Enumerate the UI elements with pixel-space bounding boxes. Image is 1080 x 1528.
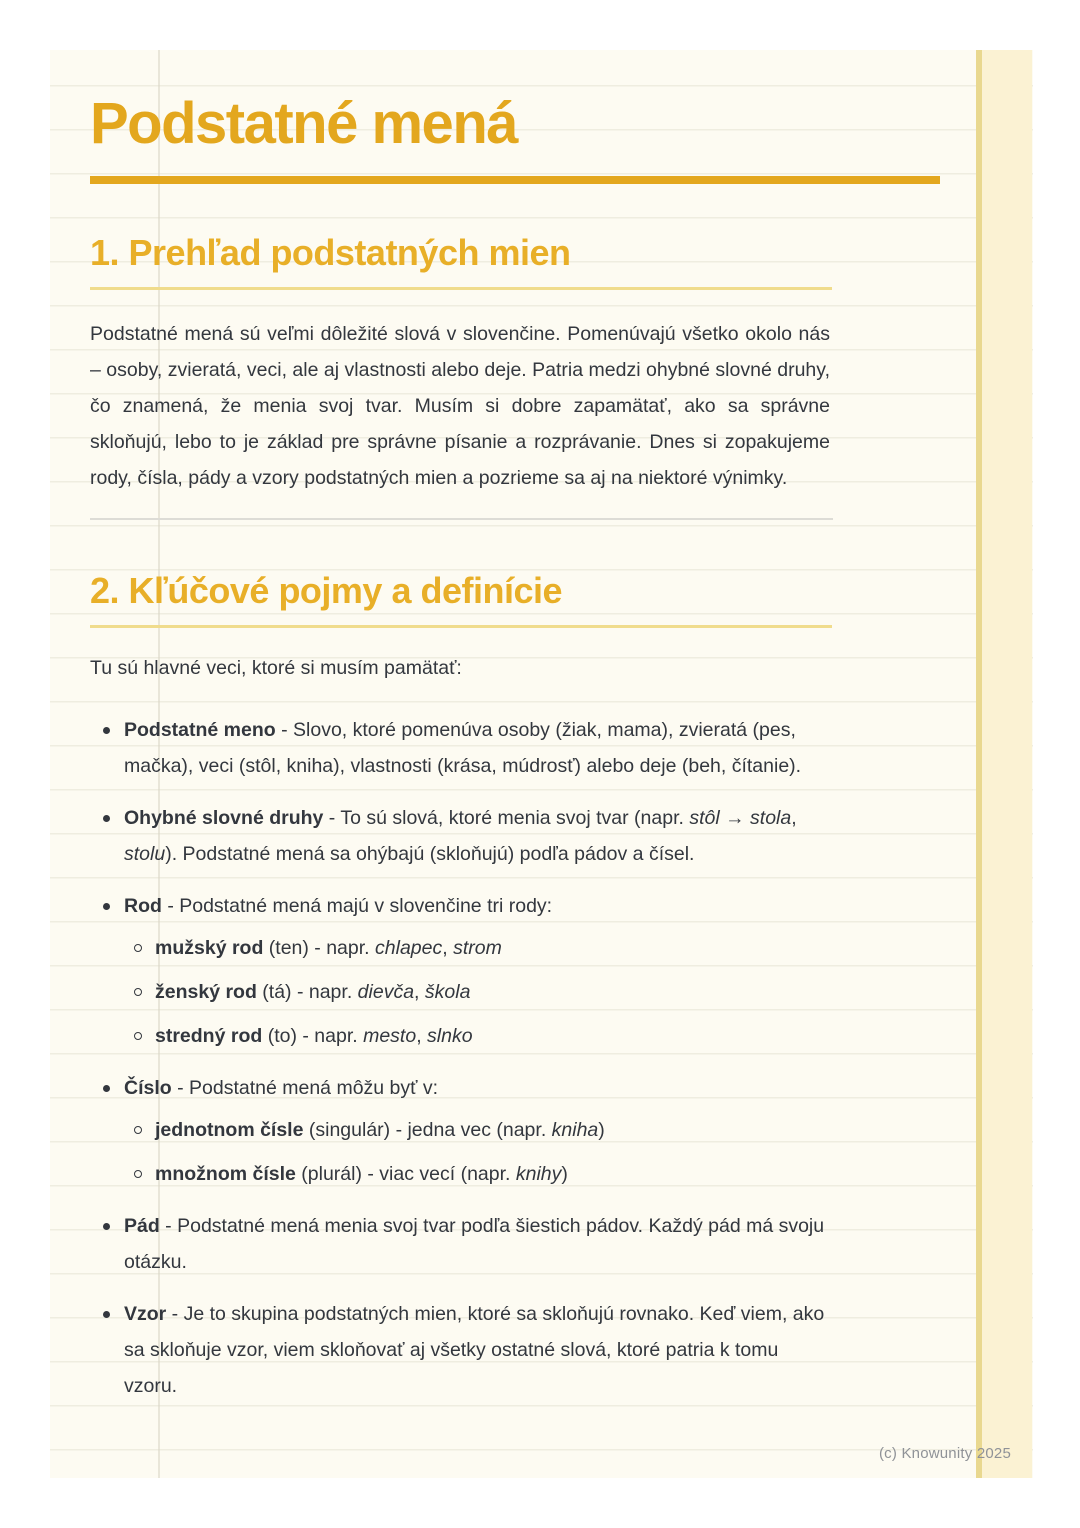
- text-segment: - Podstatné mená menia svoj tvar podľa šiestich pádov. Každý pád má svoju otázku.: [124, 1215, 825, 1273]
- circle-bullet-icon: [134, 944, 142, 952]
- section-1-heading: 1. Prehľad podstatných mien: [90, 232, 571, 273]
- text-segment: stolu: [124, 843, 166, 865]
- text-segment: (tá) - napr.: [256, 981, 358, 1003]
- text-segment: (to) - napr.: [262, 1025, 364, 1047]
- section-1-paragraph: Podstatné mená sú veľmi dôležité slová v slovenčine. Pomenúvajú všetko okolo nás – osoby, zvieratá, veci, ale aj vlastnosti alebo deje. Patria medzi ohybné slovné druhy, čo znamená, že menia svoj tvar. Musím si dobre zapamätať, ako sa správne skloňujú, lebo to je základ pre správne písanie a rozprávanie. Dnes si zopakujeme rody, čísla, pády a vzory podstatných mien a pozrieme sa aj na niektoré výnimky.: [90, 323, 830, 489]
- sublist-item-text: [155, 1018, 830, 1054]
- text-segment: stôl: [689, 807, 720, 829]
- list-item-pad: [90, 1208, 830, 1280]
- text-segment: ženský rod: [155, 981, 257, 1003]
- sublist-item-stredny-rod: [122, 1018, 830, 1054]
- copyright-footer: (c) Knowunity 2025: [878, 1445, 1011, 1462]
- text-segment: jednotnom čísle: [155, 1119, 304, 1141]
- document-page: [50, 50, 1033, 1478]
- circle-bullet-icon: [134, 1032, 142, 1040]
- text-segment: ,: [442, 937, 454, 959]
- circle-bullet-icon: [134, 988, 142, 996]
- sublist-rod: [122, 930, 830, 1054]
- text-segment: ,: [416, 1025, 428, 1047]
- bullet-icon: [103, 903, 110, 910]
- sublist-item-text: [155, 930, 830, 966]
- section-2-heading: 2. Kľúčové pojmy a definície: [90, 570, 563, 611]
- text-segment: - To sú slová, ktoré menia svoj tvar (napr.: [323, 807, 690, 829]
- section-divider: [90, 518, 833, 520]
- text-segment: Ohybné slovné druhy: [124, 807, 324, 829]
- list-item-text: [124, 1070, 830, 1106]
- notebook-right-band: [976, 50, 1032, 1478]
- text-segment: ): [561, 1163, 568, 1185]
- list-item-vzor: [90, 1296, 830, 1404]
- text-segment: mesto: [363, 1025, 417, 1047]
- list-item-text: [124, 800, 830, 872]
- text-segment: Rod: [124, 895, 162, 917]
- sublist-item-zensky-rod: [122, 974, 830, 1010]
- text-segment: (singulár) - jedna vec (napr.: [303, 1119, 552, 1141]
- text-segment: množnom čísle: [155, 1163, 296, 1185]
- list-item-cislo: [90, 1070, 830, 1106]
- text-segment: - Podstatné mená majú v slovenčine tri rody:: [161, 895, 553, 917]
- section-key-terms: [90, 570, 870, 1404]
- bullet-icon: [103, 727, 110, 734]
- list-item-text: [124, 1296, 830, 1404]
- text-segment: - Slovo, ktoré pomenúva osoby (žiak, mama), zvieratá (pes, mačka), veci (stôl, kniha), vlastnosti (krása, múdrosť) alebo deje (beh, čítanie).: [124, 719, 802, 777]
- section-overview: [90, 232, 870, 496]
- section-2-underline: [90, 625, 832, 628]
- page-content: [50, 91, 870, 1404]
- text-segment: dievča: [357, 981, 415, 1003]
- text-segment: slnko: [427, 1025, 473, 1047]
- text-segment: stredný rod: [155, 1025, 263, 1047]
- text-segment: (plurál) - viac vecí (napr.: [295, 1163, 516, 1185]
- section-2-intro: Tu sú hlavné veci, ktoré si musím pamätať:: [90, 657, 462, 679]
- text-segment: mužský rod: [155, 937, 264, 959]
- key-terms-list: [90, 712, 830, 1404]
- circle-bullet-icon: [134, 1170, 142, 1178]
- text-segment: ,: [791, 807, 797, 829]
- sublist-item-muzsky-rod: [122, 930, 830, 966]
- text-segment: škola: [424, 981, 471, 1003]
- section-1-underline: [90, 287, 832, 290]
- text-segment: ,: [414, 981, 425, 1003]
- text-segment: (ten) - napr.: [263, 937, 376, 959]
- sublist-item-jednotne-cislo: [122, 1112, 830, 1148]
- text-segment: chlapec: [375, 937, 443, 959]
- list-item-text: [124, 1208, 830, 1280]
- bullet-icon: [103, 1223, 110, 1230]
- text-segment: Vzor: [124, 1303, 167, 1325]
- circle-bullet-icon: [134, 1126, 142, 1134]
- sublist-item-text: [155, 974, 830, 1010]
- text-segment: kniha: [551, 1119, 599, 1141]
- sublist-item-text: [155, 1112, 830, 1148]
- list-item-ohybne-slovne-druhy: [90, 800, 830, 872]
- list-item-rod: [90, 888, 830, 924]
- bullet-icon: [103, 815, 110, 822]
- title-underline-bar: [90, 176, 940, 184]
- bullet-icon: [103, 1085, 110, 1092]
- text-segment: ). Podstatné mená sa ohýbajú (skloňujú) podľa pádov a čísel.: [165, 843, 695, 865]
- list-item-text: [124, 888, 830, 924]
- sublist-cislo: [122, 1112, 830, 1192]
- bullet-icon: [103, 1311, 110, 1318]
- list-item-group-cislo: [90, 1070, 830, 1192]
- page-title: Podstatné mená: [90, 91, 517, 156]
- text-segment: stola: [750, 807, 792, 829]
- text-segment: Pád: [124, 1215, 160, 1237]
- text-segment: Podstatné meno: [124, 719, 276, 741]
- sublist-item-text: [155, 1156, 830, 1192]
- sublist-item-mnozne-cislo: [122, 1156, 830, 1192]
- text-segment: Číslo: [124, 1077, 172, 1099]
- text-segment: →: [719, 807, 751, 829]
- text-segment: - Je to skupina podstatných mien, ktoré sa skloňujú rovnako. Keď viem, ako sa skloňuje vzor, viem skloňovať aj všetky ostatné slová, ktoré patria k tomu vzoru.: [124, 1303, 825, 1397]
- list-item-text: [124, 712, 830, 784]
- list-item-podstatne-meno: [90, 712, 830, 784]
- text-segment: - Podstatné mená môžu byť v:: [171, 1077, 439, 1099]
- text-segment: ): [598, 1119, 605, 1141]
- list-item-group-rod: [90, 888, 830, 1054]
- text-segment: strom: [453, 937, 502, 959]
- text-segment: knihy: [515, 1163, 562, 1185]
